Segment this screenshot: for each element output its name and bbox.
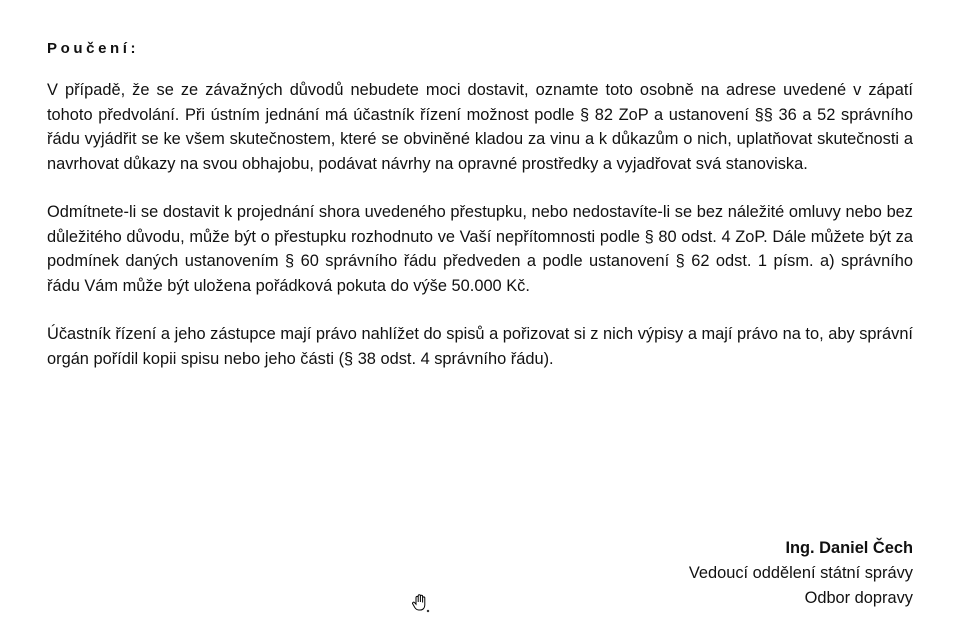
paragraph-file-access: Účastník řízení a jeho zástupce mají právo nahlížet do spisů a pořizovat si z nich výpisy a mají právo na to, aby správní orgán pořídil kopii spisu nebo jeho části (§ 38 odst. 4 správního řádu).: [47, 325, 913, 368]
paragraph-absence-notice: V případě, že se ze závažných důvodů nebudete moci dostavit, oznamte toto osobně na adrese uvedené v zápatí tohoto předvolání. Při ústním jednání má účastník řízení možnost podle § 82 ZoP a ustanovení §§ 36 a 52 správního řádu vyjádřit se ke všem skutečnostem, které se obviněné kladou za vinu a k důkazům o nich, uplatňovat skutečnosti a navrhovat důkazy na svou obhajobu, podávat návrhy na opravné prostředky a vyjadřovat svá stanoviska.: [47, 81, 913, 173]
instructions-heading: Poučení:: [47, 40, 140, 57]
signatory-department: Odbor dopravy: [804, 589, 913, 607]
signatory-name: Ing. Daniel Čech: [785, 539, 913, 557]
signatory-position: Vedoucí oddělení státní správy: [688, 564, 913, 582]
document-body: [47, 38, 913, 395]
paragraph-refusal-consequences: Odmítnete-li se dostavit k projednání shora uvedeného přestupku, nebo nedostavíte-li se bez náležité omluvy nebo bez důležitého důvodu, může být o přestupku rozhodnuto ve Vaší nepřítomnosti podle § 80 odst. 4 ZoP. Dále můžete být za podmínek daných ustanovením § 60 správního řádu předveden a podle ustanovení § 62 odst. 1 písm. a) správního řádu Vám může být uložena pořádková pokuta do výše 50.000 Kč.: [47, 203, 913, 295]
hand-cursor-icon: [410, 592, 432, 614]
signature-block: [689, 536, 913, 611]
